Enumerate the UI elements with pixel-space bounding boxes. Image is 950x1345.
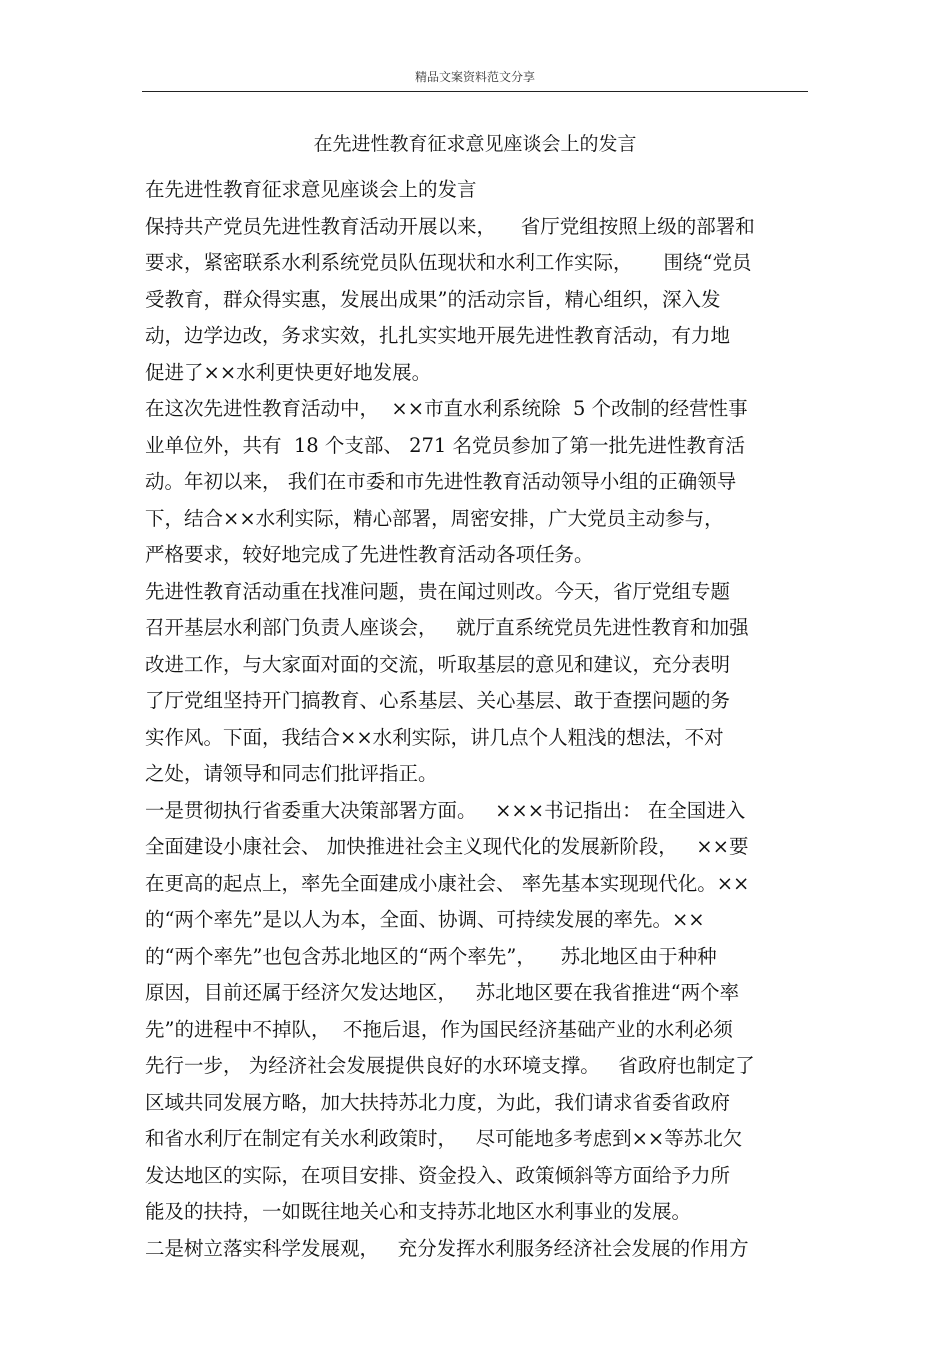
body-line: 动。年初以来， 我们在市委和市先进性教育活动领导小组的正确领导 bbox=[145, 470, 737, 493]
document-body bbox=[145, 172, 807, 1267]
body-line: 了厅党组坚持开门搞教育、心系基层、关心基层、敢于查摆问题的务 bbox=[145, 689, 731, 712]
body-line: 在更高的起点上，率先全面建成小康社会、 率先基本实现现代化。×× bbox=[145, 871, 750, 895]
body-line: 之处，请领导和同志们批评指正。 bbox=[145, 762, 438, 785]
body-line: 促进了××水利更快更好地发展。 bbox=[145, 360, 432, 384]
body-line: 在先进性教育征求意见座谈会上的发言 bbox=[145, 178, 477, 201]
body-line: 保持共产党员先进性教育活动开展以来， 省厅党组按照上级的部署和 bbox=[145, 214, 755, 238]
body-line: 和省水利厅在制定有关水利政策时， 尽可能地多考虑到××等苏北欠 bbox=[145, 1127, 743, 1150]
body-line: 原因，目前还属于经济欠发达地区， 苏北地区要在我省推进“两个率 bbox=[145, 981, 740, 1004]
body-line: 一是贯彻执行省委重大决策部署方面。 ×××书记指出： 在全国进入 bbox=[145, 798, 746, 822]
running-header: 精品文案资料范文分享 bbox=[414, 70, 535, 84]
document-title: 在先进性教育征求意见座谈会上的发言 bbox=[313, 133, 637, 155]
body-line: 下，结合××水利实际，精心部署，周密安排，广大党员主动参与， bbox=[145, 506, 724, 530]
body-line: 全面建设小康社会、 加快推进社会主义现代化的发展新阶段， ××要 bbox=[145, 835, 749, 858]
body-line: 能及的扶持，一如既往地关心和支持苏北地区水利事业的发展。 bbox=[145, 1200, 692, 1223]
body-line: 先行一步， 为经济社会发展提供良好的水环境支撑。 省政府也制定了 bbox=[145, 1054, 755, 1077]
header-divider bbox=[142, 91, 808, 92]
body-line: 严格要求，较好地完成了先进性教育活动各项任务。 bbox=[145, 543, 594, 566]
body-line: 发达地区的实际，在项目安排、资金投入、政策倾斜等方面给予力所 bbox=[145, 1163, 731, 1187]
body-line: 要求，紧密联系水利系统党员队伍现状和水利工作实际， 围绕“党员 bbox=[145, 251, 752, 274]
body-line: 业单位外，共有 18 个支部、 271 名党员参加了第一批先进性教育活 bbox=[145, 433, 746, 457]
body-line: 区域共同发展方略，加大扶持苏北力度，为此，我们请求省委省政府 bbox=[145, 1090, 731, 1114]
body-line: 二是树立落实科学发展观， 充分发挥水利服务经济社会发展的作用方 bbox=[145, 1236, 749, 1260]
body-line: 召开基层水利部门负责人座谈会， 就厅直系统党员先进性教育和加强 bbox=[145, 616, 749, 639]
body-line: 在这次先进性教育活动中， ××市直水利系统除 5 个改制的经营性事 bbox=[145, 397, 748, 420]
body-line: 受教育，群众得实惠，发展出成果”的活动宗旨，精心组织，深入发 bbox=[145, 287, 721, 311]
body-line: 改进工作，与大家面对面的交流，听取基层的意见和建议，充分表明 bbox=[145, 652, 731, 676]
body-line: 先进性教育活动重在找准问题，贵在闻过则改。今天，省厅党组专题 bbox=[145, 579, 731, 603]
body-line: 的“两个率先”是以人为本，全面、协调、可持续发展的率先。×× bbox=[145, 908, 705, 931]
body-line: 的“两个率先”也包含苏北地区的“两个率先”， 苏北地区由于种种 bbox=[145, 944, 717, 968]
body-line: 实作风。下面，我结合××水利实际，讲几点个人粗浅的想法，不对 bbox=[145, 725, 724, 749]
body-line: 动，边学边改，务求实效，扎扎实实地开展先进性教育活动，有力地 bbox=[145, 324, 731, 347]
body-line: 先”的进程中不掉队， 不拖后退，作为国民经济基础产业的水利必须 bbox=[145, 1017, 733, 1041]
